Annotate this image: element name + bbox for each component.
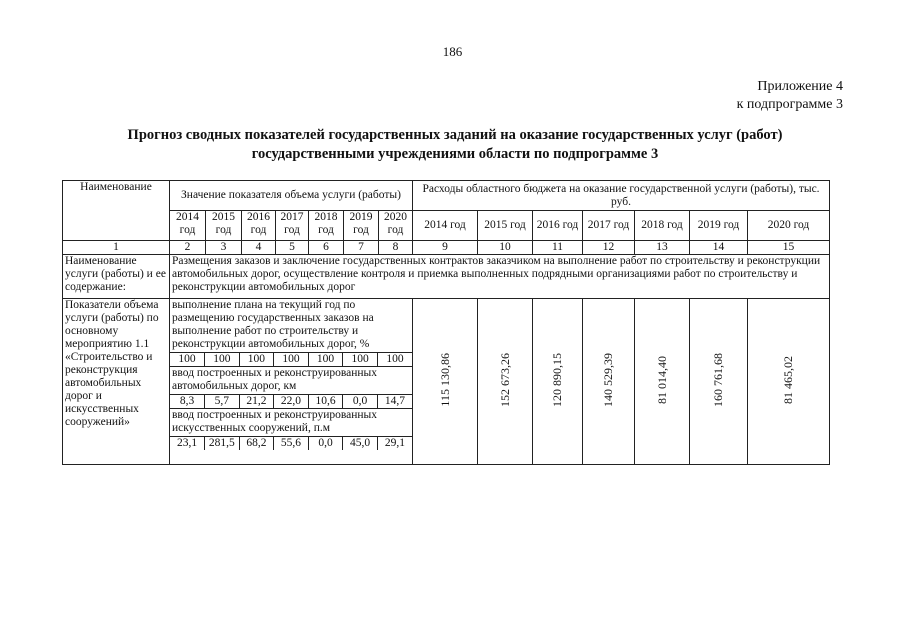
header-expense-year: 2017 год (583, 211, 635, 241)
header-expense-year: 2016 год (533, 211, 583, 241)
indicator-label: выполнение плана на текущий год по размещению государственных заказов на выполнение работ по строительству и реконструкции автомобильных дорог, % (170, 299, 412, 352)
header-expense-year: 2015 год (478, 211, 533, 241)
column-number: 10 (478, 241, 533, 255)
header-expense-year: 2014 год (413, 211, 478, 241)
column-number: 8 (379, 241, 413, 255)
header-volume-year: 2020 год (379, 211, 413, 241)
appendix-line-1: Приложение 4 (757, 79, 843, 94)
expense-value: 81 465,02 (781, 355, 795, 404)
indicator-value: 0,0 (308, 436, 343, 450)
expense-cell (748, 299, 830, 465)
column-number: 14 (690, 241, 748, 255)
indicator-value: 100 (377, 352, 412, 366)
expense-value: 160 761,68 (711, 352, 725, 407)
indicator-value: 5,7 (205, 394, 240, 408)
indicator-value: 100 (343, 352, 378, 366)
indicator-value: 10,6 (308, 394, 343, 408)
indicator-value: 55,6 (274, 436, 309, 450)
expense-cell (478, 299, 533, 465)
page-number: 186 (442, 44, 463, 59)
expense-cell (583, 299, 635, 465)
column-number: 3 (206, 241, 242, 255)
header-volume-group: Значение показателя объема услуги (работы) (170, 181, 413, 211)
indicator-value: 23,1 (170, 436, 205, 450)
indicator-value: 281,5 (205, 436, 240, 450)
expense-value: 120 890,15 (550, 352, 564, 407)
expense-value: 152 673,26 (497, 352, 512, 407)
header-volume-year: 2019 год (344, 211, 379, 241)
indicators-label: Показатели объема услуги (работы) по основному мероприятию 1.1 «Строительство и реконструкция автомобильных дорог и искусственных сооружений» (63, 299, 170, 465)
expense-cell (533, 299, 583, 465)
header-volume-year: 2014 год (170, 211, 206, 241)
indicator-value: 100 (308, 352, 343, 366)
service-row-text: Размещения заказов и заключение государственных контрактов заказчиком на выполнение работ по строительству и реконструкции автомобильных дорог, осуществление контроля и приемка выполненных подрядными организациями работ по строительству и реконструкции автомобильных дорог (170, 255, 830, 299)
column-number: 4 (242, 241, 276, 255)
header-volume-year: 2017 год (276, 211, 309, 241)
indicator-value: 45,0 (343, 436, 378, 450)
header-volume-year: 2015 год (206, 211, 242, 241)
header-expense-group: Расходы областного бюджета на оказание государственной услуги (работы), тыс. руб. (413, 181, 830, 211)
column-number: 11 (533, 241, 583, 255)
indicator-label: ввод построенных и реконструированных автомобильных дорог, км (170, 366, 412, 394)
column-number: 15 (748, 241, 830, 255)
expense-cell (413, 299, 478, 465)
expense-cell (690, 299, 748, 465)
expense-value: 81 014,40 (654, 355, 669, 404)
indicators-subtable (170, 299, 412, 450)
appendix-note (737, 78, 843, 114)
header-expense-year: 2019 год (690, 211, 748, 241)
header-expense-year: 2020 год (748, 211, 830, 241)
header-volume-year: 2016 год (242, 211, 276, 241)
column-number: 12 (583, 241, 635, 255)
title-line-2: государственными учреждениями области по подпрограмме 3 (251, 146, 659, 162)
forecast-table (62, 180, 830, 465)
indicator-value: 0,0 (343, 394, 378, 408)
indicator-value: 100 (170, 352, 205, 366)
indicators-block (170, 299, 413, 465)
document-title (60, 126, 850, 164)
indicator-value: 8,3 (170, 394, 205, 408)
indicator-value: 100 (274, 352, 309, 366)
indicator-label: ввод построенных и реконструированных искусственных сооружений, п.м (170, 408, 412, 436)
expense-cell (635, 299, 690, 465)
indicator-value: 22,0 (274, 394, 309, 408)
expense-value: 140 529,39 (601, 352, 615, 407)
header-expense-year: 2018 год (635, 211, 690, 241)
indicator-value: 29,1 (377, 436, 412, 450)
column-number: 5 (276, 241, 309, 255)
service-row-label: Наименование услуги (работы) и ее содержание: (63, 255, 170, 299)
column-number: 13 (635, 241, 690, 255)
header-volume-year: 2018 год (309, 211, 344, 241)
indicator-value: 100 (239, 352, 274, 366)
column-number: 7 (344, 241, 379, 255)
header-name: Наименование (63, 181, 170, 241)
column-number: 1 (63, 241, 170, 255)
column-number: 6 (309, 241, 344, 255)
appendix-line-2: к подпрограмме 3 (736, 97, 843, 112)
indicator-value: 14,7 (377, 394, 412, 408)
column-number: 9 (413, 241, 478, 255)
indicator-value: 68,2 (239, 436, 274, 450)
title-line-1: Прогноз сводных показателей государственных заданий на оказание государственных услуг (работ) (127, 127, 783, 143)
expense-value: 115 130,86 (437, 352, 452, 407)
column-number: 2 (170, 241, 206, 255)
indicator-value: 100 (205, 352, 240, 366)
indicator-value: 21,2 (239, 394, 274, 408)
